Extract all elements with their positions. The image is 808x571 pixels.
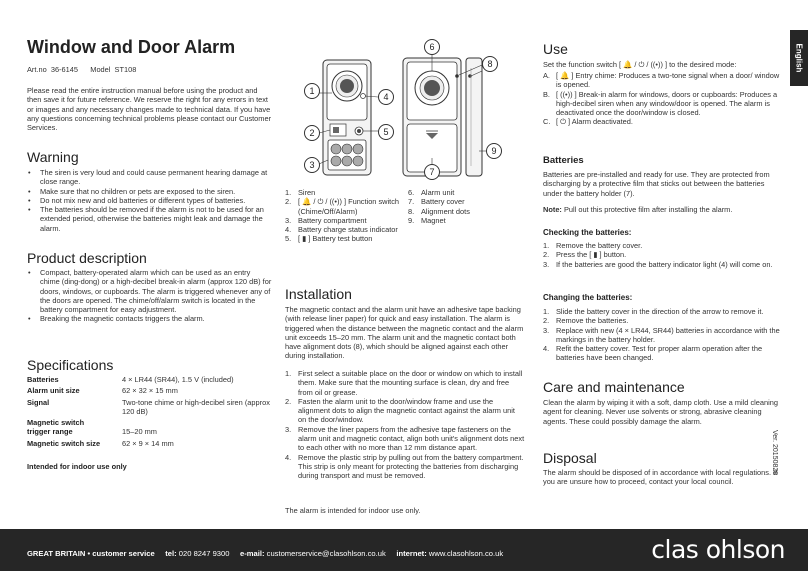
list-item: 1. Remove the battery cover. [543,241,643,250]
disposal-text: The alarm should be disposed of in accordance with local regulations. If you are unsure how to proceed, contact your local council. [543,468,778,487]
installation-footer: The alarm is intended for indoor use only. [285,506,421,515]
tel-label: tel: [165,549,177,558]
legend-right [408,188,525,244]
product-description-list [27,268,272,324]
legend-item: 3. Battery compartment [285,215,367,225]
changing-heading: Changing the batteries: [543,293,633,302]
svg-text:6: 6 [429,42,435,52]
batteries-text: Batteries are pre-installed and ready for use. They are protected from discharging by a protective film that sticks out between the batteries under the battery holder (7). [543,170,770,198]
callout-2 [305,126,320,141]
list-item: • Do not mix new and old batteries or different types of batteries. [27,196,272,205]
language-tab [790,30,808,86]
indicator-led [361,94,366,99]
callout-3 [305,158,320,173]
warning-heading: Warning [27,149,79,165]
svg-text:7: 7 [429,167,435,177]
footer-contact [27,549,503,559]
list-item: A. [ 🔔 ] Entry chime: Produces a two-tone signal when a door/ window is opened. [543,71,780,90]
list-item: B. [ ((•)) ] Break-in alarm for windows, doors or cupboards: Produces a high-decibel siren when any window/door is opened. The alarm is deactivated once the door/window is closed. [543,89,778,118]
batteries-note [543,205,783,214]
email-link[interactable]: customerservice@clasohlson.co.uk [266,549,386,558]
list-item: 2. Fasten the alarm unit to the door/window frame and use the alignment dots to align the magnetic contact against the alarm unit on the door/window. [285,396,515,425]
list-item: • Compact, battery-operated alarm which can be used as an entry chime (ding-dong) or a high-decibel break-in alarm (approx 120 dB) for doors, windows, or cupboards. The alarm is triggered whenever any of the doors are opened. The chime/off/alarm switch is located in the battery compartment for easy adjustment. [27,268,272,314]
changing-steps [543,307,783,363]
diagram-legend [285,188,525,244]
footer-bar [0,529,808,571]
callout-7 [425,165,440,180]
list-item: 3. Replace with new (4 × LR44, SR44) batteries in accordance with the markings in the battery holder. [543,325,780,344]
product-description-heading: Product description [27,250,147,266]
spec-key: Magnetic switch trigger range [27,418,85,437]
use-list [543,71,783,127]
batteries-heading: Batteries [543,155,584,166]
legend-item: 4. Battery charge status indicator [285,225,398,235]
footer-country: GREAT BRITAIN • customer service [27,549,155,558]
indoor-use-note: Intended for indoor use only [27,462,127,471]
svg-text:4: 4 [383,92,389,102]
legend-item: 2. [ 🔔 / ⏻ / ((•)) ] Function switch (Chime/Off/Alarm) [285,197,400,216]
spec-key: Alarm unit size [27,386,80,396]
page-title: Window and Door Alarm [27,37,236,57]
list-item: C. [ ⏻ ] Alarm deactivated. [543,117,633,127]
intro-text: Please read the entire instruction manual before using the product and then save it for future reference. We reserve the right for any errors in text or images and any necessary changes made to technical data. If you have any questions concerning technical problems please contact our Customer Services. [27,86,272,133]
specifications-table [27,375,272,448]
legend-item: 6. Alarm unit [408,188,455,197]
specifications-heading: Specifications [27,357,114,373]
art-no-label: Art.no [27,65,47,74]
art-no: 36-6145 [50,65,78,74]
svg-text:8: 8 [487,59,493,69]
website-link[interactable]: www.clasohlson.co.uk [428,549,504,558]
brand-logo: clas ohlson [651,535,785,564]
list-item: • Breaking the magnetic contacts triggers the alarm. [27,314,272,323]
list-item: 4. Refit the battery cover. Test for proper alarm operation after the batteries have been changed. [543,344,763,363]
spec-value: 4 × LR44 (SR44), 1.5 V (included) [122,375,234,384]
callout-5 [379,125,394,140]
note-label: Note: [543,205,562,214]
language-label: English [794,43,804,73]
alarm-unit-front [323,60,371,175]
svg-text:1: 1 [309,86,315,96]
callout-8 [483,57,498,72]
spec-key: Signal [27,397,50,407]
callout-4 [379,90,394,105]
email-label: e-mail: [240,549,265,558]
list-item: 2. Press the [ ▮ ] button. [543,250,627,260]
svg-text:5: 5 [383,127,389,137]
care-text: Clean the alarm by wiping it with a soft, damp cloth. Use a mild cleaning agent for cleaning. Never use solvents or strong, abrasive cleaning agents. These could possibly damage the alarm. [543,398,778,426]
svg-text:9: 9 [491,146,497,156]
checking-heading: Checking the batteries: [543,228,632,237]
legend-item: 5. [ ▮ ] Battery test button [285,234,373,244]
list-item: 4. Remove the plastic strip by pulling out from the battery compartment. This strip is only meant for protecting the batteries from discharging during transport and must be removed. [285,452,524,481]
note-text: Pull out this protective film after installing the alarm. [563,205,733,214]
installation-heading: Installation [285,286,352,302]
warning-list [27,168,272,233]
installation-intro: The magnetic contact and the alarm unit have an adhesive tape backing (with release liner paper) for quick and easy installation. The alarm is triggered when the distance between the magnetic contact and the alarm unit exceeds 15–20 mm. The alarm unit and the magnetic contact both have alignment dots (8), which should be aligned against each other during installation. [285,305,524,361]
svg-text:3: 3 [309,160,315,170]
list-item: 3. If the batteries are good the battery indicator light (4) will come on. [543,259,773,269]
spec-value: 62 × 32 × 15 mm [122,386,178,396]
callout-1 [305,84,320,99]
list-item: • The siren is very loud and could cause permanent hearing damage at close range. [27,168,272,187]
alignment-dot [455,74,459,78]
spec-key: Batteries [27,375,59,384]
list-item: 1. Slide the battery cover in the direction of the arrow to remove it. [543,307,764,316]
article-info [27,65,272,74]
internet-label: internet: [396,549,427,558]
spec-key: Magnetic switch size [27,438,101,448]
spec-value: 62 × 9 × 14 mm [122,438,174,448]
care-heading: Care and maintenance [543,379,685,395]
list-item: 2. Remove the batteries. [543,316,629,326]
version-text: Ver. 20150828 [771,430,778,476]
model: ST108 [114,65,137,74]
legend-item: 9. Magnet [408,215,446,225]
svg-text:2: 2 [309,128,315,138]
callout-9 [487,144,502,159]
spec-value: Two-tone chime or high-decibel siren (approx 120 dB) [122,397,270,416]
list-item: • Make sure that no children or pets are exposed to the siren. [27,187,272,196]
legend-item: 7. Battery cover [408,197,465,207]
alarm-unit-assembled [403,58,482,176]
use-heading: Use [543,41,568,57]
legend-item: 8. Alignment dots [408,206,470,216]
product-diagram [285,38,525,180]
list-item: • The batteries should be removed if the alarm is not to be used for an extended period, otherwise the batteries might leak and damage the alarm. [27,205,272,233]
tel-value[interactable]: 020 8247 9300 [178,549,230,558]
installation-steps [285,369,525,481]
list-item: 3. Remove the liner papers from the adhesive tape fasteners on the alarm unit and magnetic contact, align both unit's alignment dots next to each other with no more than 12 mm distance apart. [285,424,525,453]
spec-value: 15–20 mm [122,427,157,437]
checking-steps [543,241,783,269]
legend-item: 1. Siren [285,188,316,197]
callout-6 [425,40,440,55]
legend-left [285,188,408,244]
list-item: 1. First select a suitable place on the door or window on which to install them. Make sure that the mounting surface is clean, dry and free from oil or grease. [285,369,523,397]
use-intro: Set the function switch [ 🔔 / ⏻ / ((•)) ] to the desired mode: [543,60,737,69]
disposal-heading: Disposal [543,450,597,466]
model-label: Model [90,65,111,74]
